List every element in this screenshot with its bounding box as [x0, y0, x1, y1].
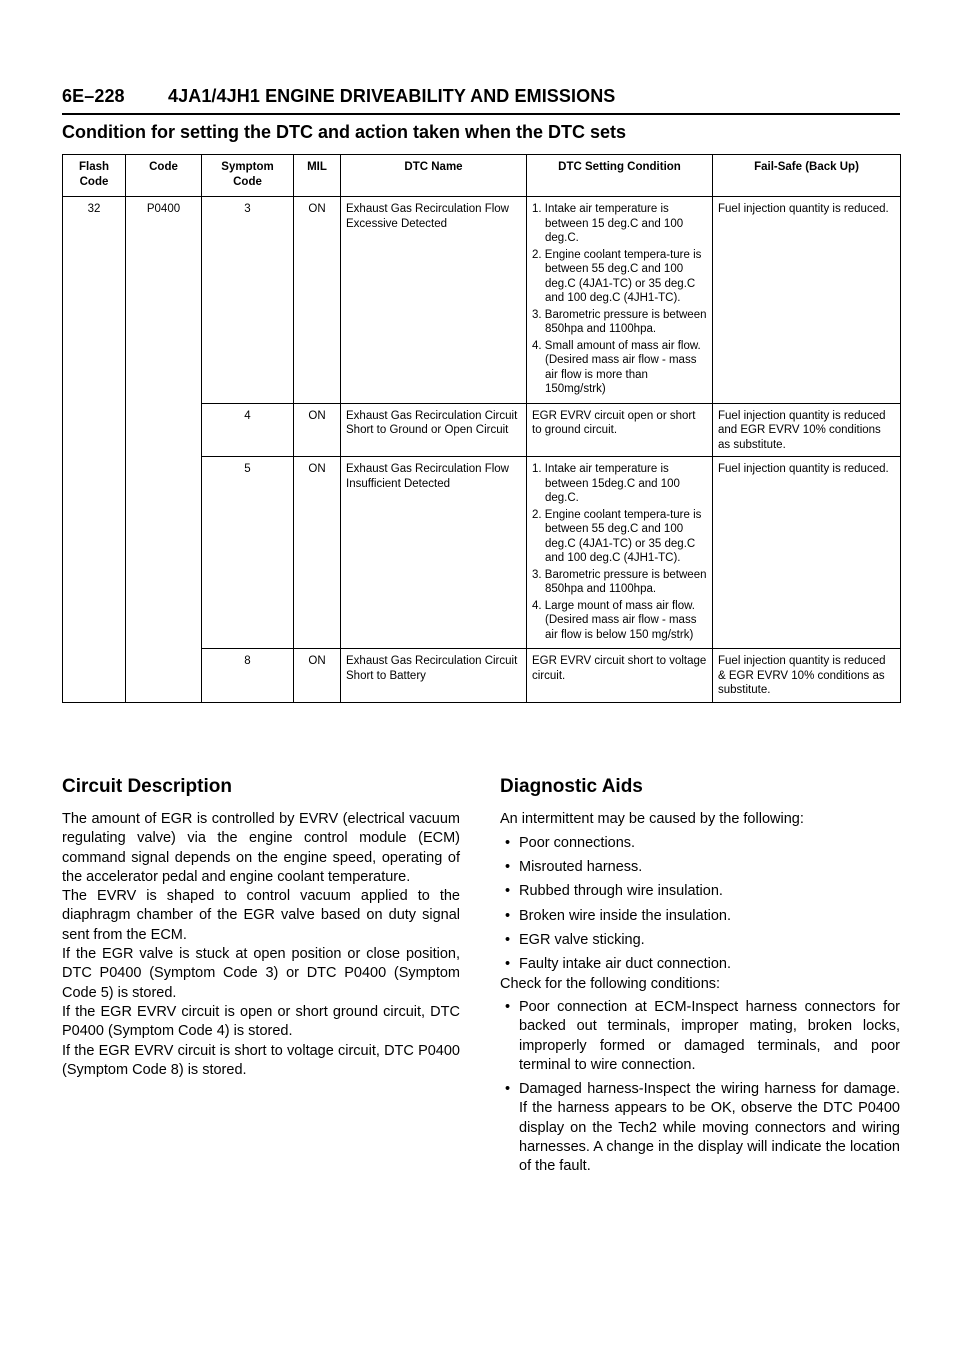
diagnostic-aids-section — [500, 776, 900, 1181]
dtc-name-cell: Exhaust Gas Recirculation Circuit Short to Battery — [341, 649, 527, 703]
list-item — [500, 1080, 900, 1176]
list-item-text: Poor connections. — [519, 835, 636, 852]
column-header: Symptom Code — [202, 155, 294, 197]
failsafe-cell: Fuel injection quantity is reduced. — [713, 197, 901, 404]
list-item-text: Faulty intake air duct connection. — [519, 955, 731, 972]
list-item-text: EGR valve sticking. — [519, 931, 645, 948]
page-number: 6E–228 — [62, 86, 125, 106]
list-item-text: Damaged harness-Inspect the wiring harness for damage. If the harness appears to be OK, observe the DTC P0400 display on the Tech2 while moving connectors and wiring harnesses. A change in the display will indicate the location of the fault. — [519, 1081, 900, 1175]
table-row — [63, 197, 901, 404]
circuit-paragraph: If the EGR EVRV circuit is short to voltage circuit, DTC P0400 (Symptom Code 8) is stored. — [62, 1042, 460, 1078]
column-header: Code — [126, 155, 202, 197]
check-list — [500, 998, 900, 1176]
circuit-paragraph: If the EGR valve is stuck at open position or close position, DTC P0400 (Symptom Code 3) or DTC P0400 (Symptom Code 5) is stored. — [62, 946, 460, 1001]
bullet-icon: • — [505, 859, 511, 876]
circuit-paragraph: The amount of EGR is controlled by EVRV (electrical vacuum regulating valve) via the engine control module (ECM) command signal depends on the engine speed, operating of the accelerator pedal and engine coolant temperature. — [62, 811, 460, 885]
list-item — [500, 998, 900, 1075]
condition-item: 1. Intake air temperature is between 15 deg.C and 100 deg.C. — [532, 203, 684, 244]
bullet-icon: • — [505, 999, 511, 1016]
page-header-title: 4JA1/4JH1 ENGINE DRIVEABILITY AND EMISSIONS — [168, 86, 616, 106]
check-intro: Check for the following conditions: — [500, 975, 721, 992]
bullet-icon: • — [505, 835, 511, 852]
diagnostic-aids-heading: Diagnostic Aids — [500, 776, 643, 797]
list-item — [500, 834, 900, 853]
condition-item: 3. Barometric pressure is between 850hpa and 1100hpa. — [532, 308, 707, 335]
column-header: Fail-Safe (Back Up) — [713, 155, 901, 197]
mil-cell: ON — [294, 457, 341, 649]
bullet-icon: • — [505, 907, 511, 924]
failsafe-cell: Fuel injection quantity is reduced and EGR EVRV 10% conditions as substitute. — [713, 403, 901, 457]
dtc-name-cell: Exhaust Gas Recirculation Flow Insufficient Detected — [341, 457, 527, 649]
dtc-code-cell: P0400 — [126, 197, 202, 703]
condition-item: 1. Intake air temperature is between 15deg.C and 100 deg.C. — [532, 463, 680, 504]
setting-condition-cell — [527, 457, 713, 649]
column-header: DTC Setting Condition — [527, 155, 713, 197]
setting-condition-cell: EGR EVRV circuit open or short to ground circuit. — [527, 403, 713, 457]
circuit-paragraph: If the EGR EVRV circuit is open or short ground circuit, DTC P0400 (Symptom Code 4) is stored. — [62, 1003, 460, 1040]
column-header: Flash Code — [63, 155, 126, 197]
header-divider — [62, 113, 900, 115]
list-item — [500, 882, 900, 901]
mil-cell: ON — [294, 197, 341, 404]
symptom-code-cell: 3 — [202, 197, 294, 404]
mil-cell: ON — [294, 649, 341, 703]
condition-item: 4. Small amount of mass air flow. (Desired mass air flow - mass air flow is more than 150mg/strk) — [532, 339, 701, 395]
list-item-text: Rubbed through wire insulation. — [519, 883, 723, 900]
column-header: MIL — [294, 155, 341, 197]
list-item-text: Poor connection at ECM-Inspect harness connectors for backed out terminals, improper mating, broken locks, improperly formed or damaged terminals, and poor terminal to wire connection. — [519, 999, 900, 1074]
failsafe-cell: Fuel injection quantity is reduced. — [713, 457, 901, 649]
circuit-description-heading: Circuit Description — [62, 776, 232, 797]
condition-item: 2. Engine coolant tempera-ture is between 55 deg.C and 100 deg.C (4JA1-TC) or 35 deg.C and 100 deg.C (4JH1-TC). — [532, 508, 702, 564]
setting-condition-cell: EGR EVRV circuit short to voltage circuit. — [527, 649, 713, 703]
condition-item: 4. Large mount of mass air flow. (Desired mass air flow - mass air flow is below 150 mg/strk) — [532, 599, 697, 641]
list-item-text: Misrouted harness. — [519, 859, 643, 876]
condition-item: 3. Barometric pressure is between 850hpa and 1100hpa. — [532, 568, 707, 595]
bullet-icon: • — [505, 931, 511, 948]
dtc-name-cell: Exhaust Gas Recirculation Circuit Short to Ground or Open Circuit — [341, 403, 527, 457]
flash-code-cell: 32 — [63, 197, 126, 703]
list-item — [500, 858, 900, 877]
symptom-code-cell: 4 — [202, 403, 294, 457]
mil-cell: ON — [294, 403, 341, 457]
column-header: DTC Name — [341, 155, 527, 197]
dtc-table — [62, 154, 901, 703]
section-title: Condition for setting the DTC and action taken when the DTC sets — [62, 122, 627, 142]
failsafe-cell: Fuel injection quantity is reduced & EGR EVRV 10% conditions as substitute. — [713, 649, 901, 703]
symptom-code-cell: 8 — [202, 649, 294, 703]
table-header-row — [63, 155, 901, 197]
cause-list — [500, 834, 900, 974]
bullet-icon: • — [505, 883, 511, 900]
setting-condition-cell — [527, 197, 713, 404]
list-item-text: Broken wire inside the insulation. — [519, 907, 731, 924]
list-item — [500, 955, 900, 974]
bullet-icon: • — [505, 1081, 511, 1098]
condition-item: 2. Engine coolant tempera-ture is between 55 deg.C and 100 deg.C (4JA1-TC) or 35 deg.C and 100 deg.C (4JH1-TC). — [532, 248, 702, 304]
dtc-name-cell: Exhaust Gas Recirculation Flow Excessive Detected — [341, 197, 527, 404]
symptom-code-cell: 5 — [202, 457, 294, 649]
list-item — [500, 907, 900, 926]
circuit-description-section — [62, 776, 460, 1080]
list-item — [500, 931, 900, 950]
diagnostic-intro: An intermittent may be caused by the following: — [500, 811, 804, 827]
page-header — [62, 86, 900, 107]
circuit-paragraph: The EVRV is shaped to control vacuum applied to the diaphragm chamber of the EGR valve based on duty signal sent from the ECM. — [62, 888, 460, 943]
bullet-icon: • — [505, 955, 511, 972]
